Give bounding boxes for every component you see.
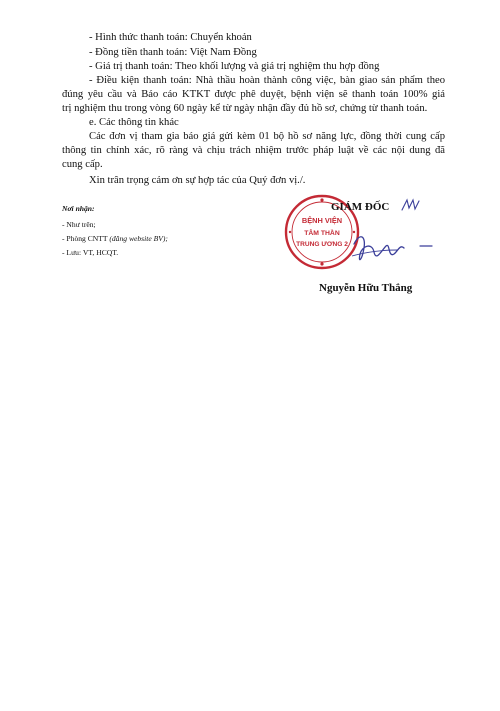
recipients-title: Nơi nhận:	[62, 204, 95, 213]
recipient-item-3: - Lưu: VT, HCQT.	[62, 248, 119, 257]
other-info-line-2: thông tin chính xác, rõ ràng và chịu trách nhiệm trước pháp luật về các nội dung đã	[62, 145, 445, 156]
initial-mark-icon	[400, 198, 422, 212]
seal-line-2: TÂM THẦN	[304, 230, 340, 237]
recipient-item-2-note: (đăng website BV);	[109, 234, 168, 243]
other-info-line-1: Các đơn vị tham gia báo giá gửi kèm 01 bộ hồ sơ năng lực, đồng thời cung cấp	[89, 131, 445, 142]
recipient-item-2	[62, 233, 168, 245]
payment-value-line: - Giá trị thanh toán: Theo khối lượng và giá trị nghiệm thu hợp đồng	[89, 61, 380, 72]
handwritten-signature-icon	[346, 230, 438, 280]
payment-terms-line-1: - Điều kiện thanh toán: Nhà thầu hoàn thành công việc, bàn giao sản phẩm theo	[89, 75, 445, 86]
recipient-item-2-prefix: - Phòng CNTT	[62, 234, 110, 243]
seal-line-3: TRUNG ƯƠNG 2	[296, 241, 348, 248]
seal-line-1: BỆNH VIỆN	[301, 216, 343, 225]
section-e-heading: e. Các thông tin khác	[89, 117, 179, 128]
thanks-line: Xin trân trọng cảm ơn sự hợp tác của Quý đơn vị./.	[89, 175, 306, 186]
currency-line: - Đồng tiền thanh toán: Việt Nam Đồng	[89, 47, 257, 58]
recipient-item-1: - Như trên;	[62, 220, 96, 229]
payment-terms-line-2: đúng yêu cầu và Báo cáo KTKT được phê duyệt, bệnh viện sẽ thanh toán 100% giá	[62, 89, 445, 100]
director-name: Nguyễn Hữu Thắng	[319, 282, 413, 294]
other-info-line-3: cung cấp.	[62, 159, 103, 170]
payment-form-line: - Hình thức thanh toán: Chuyển khoản	[89, 32, 252, 43]
director-title: GIÁM ĐỐC	[331, 201, 390, 213]
payment-terms-line-3: trị nghiệm thu trong vòng 60 ngày kể từ ngày nhận đầy đủ hồ sơ, chứng từ thanh toán.	[62, 103, 428, 114]
